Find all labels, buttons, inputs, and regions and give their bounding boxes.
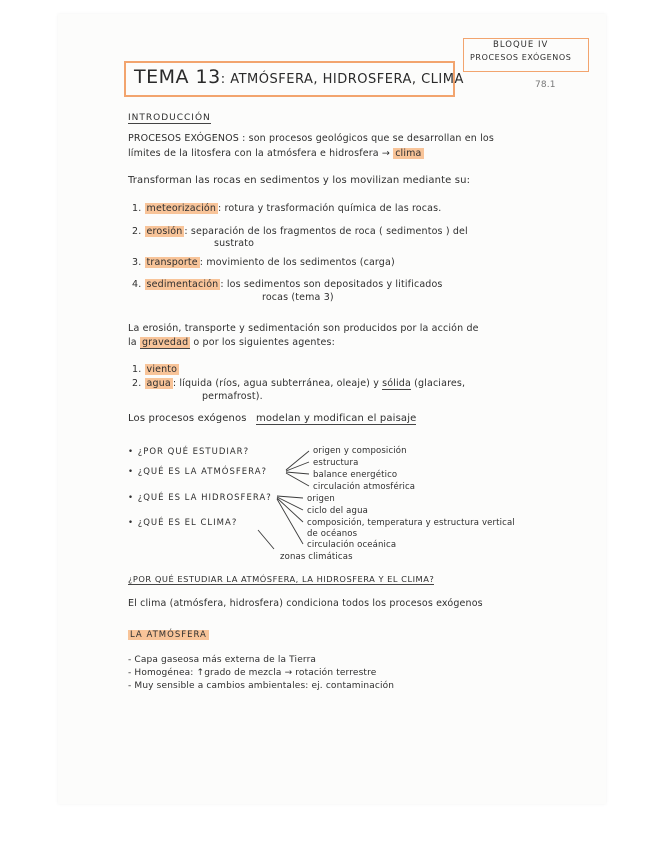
item-desc: : movimiento de los sedimentos (carga) (199, 257, 395, 268)
atmosphere-heading (128, 630, 209, 640)
item-term: transporte (146, 257, 198, 268)
agent-term: agua (146, 378, 171, 389)
branch-label: circulación oceánica (307, 540, 397, 550)
transform-line: Transforman las rocas en sedimentos y los movilizan mediante su: (128, 175, 471, 186)
item-desc: : los sedimentos son depositados y litificados (220, 279, 443, 290)
agent-desc-cont: permafrost). (202, 391, 263, 402)
item-desc-cont: rocas (tema 3) (262, 292, 334, 303)
branch-label: balance energético (313, 470, 398, 480)
item-number: 3. (132, 257, 142, 268)
title-tema: TEMA 13 (134, 66, 221, 88)
item-desc: : separación de los fragmentos de roca ( sedimentos ) del (184, 226, 468, 237)
model-line-underlined: modelan y modifican el paisaje (256, 413, 417, 424)
item-term: sedimentación (146, 279, 219, 290)
atmosphere-heading-text: LA ATMÓSFERA (130, 630, 207, 640)
branch-label: origen y composición (313, 446, 407, 456)
gravity-line1: La erosión, transporte y sedimentación son producidos por la acción de (128, 323, 479, 334)
item-term: erosión (146, 226, 183, 237)
atmosphere-bullet: - Homogénea: ↑grado de mezcla → rotación terrestre (128, 668, 377, 678)
branch-label: origen (307, 494, 335, 504)
question-hydrosphere: • ¿QUÉ ES LA HIDROSFERA? (128, 493, 272, 503)
atmosphere-bullet: - Capa gaseosa más externa de la Tierra (128, 655, 317, 665)
item-desc: : rotura y trasformación química de las rocas. (218, 203, 442, 214)
agent-desc: : líquida (ríos, agua subterránea, oleaje) y (172, 378, 379, 389)
agent-term: viento (146, 364, 178, 375)
definition-clima: clima (395, 148, 422, 159)
branch-label: composición, temperatura y estructura vertical (307, 518, 515, 528)
branch-label: estructura (313, 458, 359, 468)
agent-desc-end: (glaciares, (414, 378, 466, 389)
model-line-start: Los procesos exógenos (128, 413, 247, 424)
question-why-study: • ¿POR QUÉ ESTUDIAR? (128, 447, 250, 457)
agent-number: 2. (132, 378, 142, 389)
item-number: 4. (132, 279, 142, 290)
question-atmosphere: • ¿QUÉ ES LA ATMÓSFERA? (128, 467, 268, 477)
item-term: meteorización (146, 203, 217, 214)
item-desc-cont: sustrato (214, 238, 255, 249)
gravity-la: la (128, 337, 137, 348)
question-climate: • ¿QUÉ ES EL CLIMA? (128, 518, 238, 528)
bloque-subtitle: PROCESOS EXÓGENOS (470, 53, 572, 62)
gravity-term: gravedad (141, 337, 189, 348)
intro-heading: INTRODUCCIÓN (128, 113, 211, 123)
item-number: 2. (132, 226, 142, 237)
item-number: 1. (132, 203, 142, 214)
branch-label: de océanos (307, 529, 358, 539)
branch-label: zonas climáticas (280, 552, 353, 562)
atmosphere-bullet: - Muy sensible a cambios ambientales: ej. contaminación (128, 681, 395, 691)
gravity-rest: o por los siguientes agentes: (193, 337, 335, 348)
why-study-line: El clima (atmósfera, hidrosfera) condiciona todos los procesos exógenos (128, 598, 483, 609)
bloque-label: BLOQUE IV (493, 40, 549, 50)
why-study-heading: ¿POR QUÉ ESTUDIAR LA ATMÓSFERA, LA HIDROSFERA Y EL CLIMA? (128, 574, 435, 584)
page-number: 78.1 (535, 80, 556, 90)
branch-label: ciclo del agua (307, 506, 368, 516)
intro-definition-line1: PROCESOS EXÓGENOS : son procesos geológicos que se desarrollan en los (128, 133, 494, 144)
definition-text: límites de la litosfera con la atmósfera e hidrosfera → (128, 148, 391, 159)
agent-number: 1. (132, 364, 142, 375)
agent-solid: sólida (382, 378, 411, 389)
branch-label: circulación atmosférica (313, 482, 416, 492)
title-rest: : ATMÓSFERA, HIDROSFERA, CLIMA (220, 72, 464, 87)
